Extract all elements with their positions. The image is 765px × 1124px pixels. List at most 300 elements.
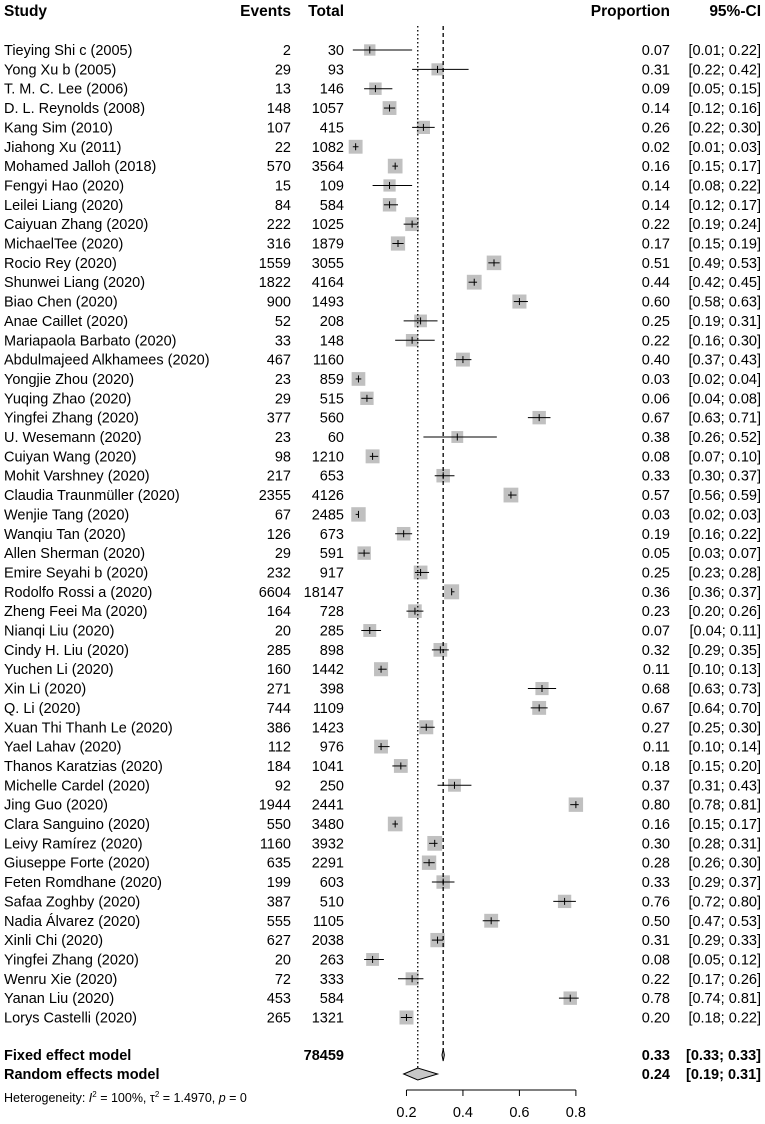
x-axis-tick-label: 0.6 [509,1105,530,1121]
study-events: 285 [266,642,291,659]
study-row [4,411,761,427]
study-total: 1321 [311,1010,344,1027]
study-name: Feten Romdhane (2020) [4,875,162,892]
study-name: MichaelTee (2020) [4,236,124,253]
study-events: 67 [274,507,291,524]
study-proportion: 0.20 [641,1010,670,1027]
study-name: Michelle Cardel (2020) [4,778,150,795]
study-proportion: 0.06 [641,391,670,408]
study-total: 109 [319,178,344,195]
study-row [4,662,761,678]
study-proportion: 0.23 [641,604,670,621]
study-name: Biao Chen (2020) [4,294,118,311]
study-events: 72 [274,971,291,988]
study-events: 1944 [258,797,291,814]
study-total: 285 [319,623,344,640]
study-name: Yuchen Li (2020) [4,662,114,679]
study-ci: [0.42; 0.45] [688,275,761,292]
study-events: 570 [266,159,291,176]
study-name: D. L. Reynolds (2008) [4,101,146,118]
study-name: Jiahong Xu (2011) [4,139,122,156]
study-events: 550 [266,817,291,833]
study-total: 1493 [311,294,344,311]
study-name: Mohit Varshney (2020) [4,468,150,485]
x-axis [396,1090,586,1121]
study-name: Abdulmajeed Alkhamees (2020) [4,352,210,369]
study-name: Cindy H. Liu (2020) [4,642,129,659]
study-total: 515 [319,391,344,408]
study-total: 1025 [311,217,344,234]
study-proportion: 0.08 [641,449,670,466]
study-total: 603 [319,875,344,892]
study-name: Giuseppe Forte (2020) [4,855,150,872]
study-row [4,488,761,504]
study-total: 208 [319,313,344,330]
study-name: Emire Seyahi b (2020) [4,565,149,582]
study-total: 1057 [311,101,344,118]
study-ci: [0.01; 0.03] [688,139,761,156]
study-name: Yael Lahav (2020) [4,739,122,756]
fixed-effect-label: Fixed effect model [4,1048,132,1064]
study-events: 232 [266,565,291,582]
study-total: 1423 [311,720,344,737]
study-proportion: 0.16 [641,817,670,833]
study-total: 510 [319,894,344,911]
study-ci: [0.15; 0.19] [688,236,761,253]
study-total: 148 [319,333,344,350]
study-proportion: 0.60 [641,294,670,311]
study-total: 18147 [303,584,344,601]
study-row [4,82,761,98]
study-ci: [0.22; 0.42] [688,62,761,79]
study-events: 23 [274,430,291,446]
study-total: 415 [319,120,344,137]
study-name: U. Wesemann (2020) [4,430,142,446]
study-events: 467 [266,352,291,369]
study-proportion: 0.19 [641,526,670,543]
study-ci: [0.23; 0.28] [688,565,761,582]
study-ci: [0.36; 0.37] [688,584,761,601]
study-total: 1109 [312,700,344,717]
study-row [4,62,761,78]
study-row [4,972,761,988]
study-rows [4,26,761,1074]
study-events: 453 [266,991,291,1008]
study-row [4,256,761,272]
study-events: 627 [266,933,291,950]
study-events: 1559 [258,255,291,272]
study-events: 2355 [258,488,291,505]
study-proportion: 0.08 [641,952,670,969]
study-ci: [0.02; 0.04] [688,371,761,388]
study-total: 1105 [312,913,344,930]
study-ci: [0.10; 0.14] [688,739,761,756]
random-effect-diamond [404,1068,438,1080]
study-row [4,584,761,601]
study-name: Shunwei Liang (2020) [4,275,146,292]
study-row [4,430,761,446]
study-ci: [0.28; 0.31] [688,836,761,853]
study-ci: [0.15; 0.17] [688,159,761,176]
study-proportion: 0.16 [641,159,670,176]
study-proportion: 0.25 [641,313,670,330]
study-total: 398 [319,681,344,698]
study-proportion: 0.25 [641,565,670,582]
study-ci: [0.25; 0.30] [688,720,761,737]
study-row [4,353,761,369]
study-total: 60 [327,430,344,446]
study-name: Clara Sanguino (2020) [4,817,150,833]
study-row [4,198,761,214]
study-total: 4126 [311,488,344,505]
fixed-effect-total: 78459 [303,1048,344,1064]
study-ci: [0.74; 0.81] [688,991,761,1008]
study-proportion: 0.31 [641,933,670,950]
x-axis-tick-label: 0.8 [565,1105,586,1121]
study-row [4,372,761,388]
study-events: 635 [266,855,291,872]
study-name: Mohamed Jalloh (2018) [4,159,157,176]
study-ci: [0.64; 0.70] [688,700,761,717]
study-total: 4164 [311,275,344,292]
study-name: Q. Li (2020) [4,700,81,717]
study-row [4,565,761,581]
study-row [4,701,761,717]
study-row [4,682,761,698]
study-total: 673 [319,526,344,543]
study-events: 377 [266,410,291,427]
study-name: Yongjie Zhou (2020) [4,371,135,388]
study-total: 1082 [311,139,344,156]
study-total: 1879 [311,236,344,253]
study-ci: [0.07; 0.10] [688,449,761,466]
study-name: Xinli Chi (2020) [4,933,104,950]
study-events: 217 [266,468,291,485]
study-name: Yuqing Zhao (2020) [4,391,132,408]
study-proportion: 0.27 [641,720,670,737]
study-ci: [0.08; 0.22] [688,178,761,195]
study-ci: [0.19; 0.24] [688,217,761,234]
study-row [4,604,761,620]
study-ci: [0.47; 0.53] [688,913,761,930]
study-row [4,913,761,930]
study-name: Cuiyan Wang (2020) [4,449,137,466]
study-ci: [0.26; 0.52] [688,430,761,446]
study-name: Anae Caillet (2020) [4,313,129,330]
study-name: Allen Sherman (2020) [4,546,146,563]
study-total: 146 [319,81,344,98]
study-row [4,546,761,562]
study-proportion: 0.68 [641,681,670,698]
study-total: 898 [319,642,344,659]
study-proportion: 0.03 [641,507,670,524]
study-proportion: 0.18 [641,758,670,775]
study-events: 29 [274,391,291,408]
study-events: 271 [266,681,291,698]
heterogeneity-text: Heterogeneity: $I^2 = 100\%$, $\tau^2 = 1.4970$, p = 0 [4,1090,247,1105]
study-ci: [0.18; 0.22] [688,1010,761,1027]
study-ci: [0.03; 0.07] [688,546,761,563]
study-events: 316 [266,236,291,253]
study-name: Yingfei Zhang (2020) [4,952,139,969]
study-row [4,217,761,233]
study-events: 6604 [258,584,291,601]
fixed-effect-proportion: 0.33 [641,1048,670,1064]
study-name: Rodolfo Rossi a (2020) [4,584,153,601]
study-row [4,140,761,156]
study-ci: [0.17; 0.26] [688,971,761,988]
study-row [4,991,761,1007]
study-name: Jing Guo (2020) [4,797,108,814]
study-row [4,333,761,349]
study-row [4,236,761,252]
study-ci: [0.29; 0.35] [688,642,761,659]
study-total: 1160 [312,352,344,369]
study-proportion: 0.51 [641,255,670,272]
study-proportion: 0.11 [642,739,670,756]
study-proportion: 0.05 [641,546,670,563]
study-row [4,720,761,736]
fixed-effect-diamond [442,1049,444,1061]
study-ci: [0.12; 0.17] [688,197,761,214]
study-proportion: 0.26 [641,120,670,137]
study-row [4,449,761,465]
study-row [4,469,761,485]
study-total: 333 [319,971,344,988]
study-row [4,43,761,59]
study-proportion: 0.09 [641,81,670,98]
study-row [4,894,761,910]
study-row [4,933,761,949]
study-total: 263 [319,952,344,969]
study-proportion: 0.40 [641,352,670,369]
study-total: 3932 [311,836,344,853]
study-total: 1442 [311,662,344,679]
study-events: 2 [282,43,291,59]
study-events: 23 [274,371,291,388]
study-name: Nianqi Liu (2020) [4,623,115,640]
study-proportion: 0.50 [641,913,670,930]
study-total: 728 [319,604,344,621]
study-total: 653 [319,468,344,485]
study-total: 976 [319,739,344,756]
study-events: 744 [266,700,291,717]
study-events: 20 [274,623,291,640]
header-ci: 95%-CI [709,3,761,20]
study-ci: [0.01; 0.22] [688,43,761,59]
study-name: Yanan Liu (2020) [4,991,115,1008]
study-proportion: 0.22 [641,333,670,350]
study-ci: [0.22; 0.30] [688,120,761,137]
study-events: 20 [274,952,291,969]
study-total: 859 [319,371,344,388]
study-total: 93 [327,62,344,79]
study-proportion: 0.17 [641,236,670,253]
study-total: 1041 [311,758,344,775]
study-total: 2441 [311,797,344,814]
study-total: 3055 [311,255,344,272]
study-name: Safaa Zoghby (2020) [4,894,141,911]
study-events: 199 [266,875,291,892]
study-proportion: 0.14 [641,197,670,214]
study-total: 2038 [311,933,344,950]
study-ci: [0.10; 0.13] [688,662,761,679]
study-proportion: 0.44 [641,275,670,292]
study-row [4,391,761,407]
study-name: Thanos Karatzias (2020) [4,758,163,775]
study-row [4,836,761,852]
study-events: 29 [274,546,291,563]
study-events: 98 [274,449,291,466]
study-row [4,624,761,640]
study-row [4,856,761,872]
study-name: Zheng Feei Ma (2020) [4,604,148,621]
study-ci: [0.49; 0.53] [688,255,761,272]
study-ci: [0.20; 0.26] [688,604,761,621]
study-proportion: 0.03 [641,371,670,388]
study-ci: [0.30; 0.37] [688,468,761,485]
study-events: 112 [267,739,291,756]
summary-rows [4,1048,761,1083]
study-proportion: 0.28 [641,855,670,872]
study-proportion: 0.36 [641,584,670,601]
header-events: Events [240,3,291,20]
study-proportion: 0.30 [641,836,670,853]
study-name: Wenru Xie (2020) [4,971,118,988]
study-total: 2485 [311,507,344,524]
study-row [4,778,761,794]
x-axis-tick-label: 0.4 [452,1105,474,1121]
study-row [4,120,761,136]
study-total: 3480 [311,817,344,833]
study-ci: [0.58; 0.63] [688,294,761,311]
study-proportion: 0.14 [641,178,670,195]
study-ci: [0.02; 0.03] [688,507,761,524]
study-name: Leivy Ramírez (2020) [4,836,143,853]
study-events: 33 [274,333,291,350]
study-total: 1210 [311,449,344,466]
study-total: 3564 [311,159,344,176]
study-name: T. M. C. Lee (2006) [4,81,129,98]
study-name: Leilei Liang (2020) [4,197,124,214]
study-ci: [0.16; 0.30] [688,333,761,350]
study-ci: [0.15; 0.17] [688,817,761,833]
study-events: 265 [266,1010,291,1027]
study-row [4,527,761,543]
study-events: 900 [266,294,291,311]
random-effect-ci: [0.19; 0.31] [686,1067,761,1083]
fixed-effect-ci: [0.33; 0.33] [686,1048,761,1064]
study-proportion: 0.14 [641,101,670,118]
study-row [4,507,761,523]
study-ci: [0.72; 0.80] [688,894,761,911]
study-ci: [0.05; 0.12] [688,952,761,969]
header-study: Study [4,3,48,20]
study-row [4,295,761,311]
study-events: 386 [266,720,291,737]
study-row [4,643,761,659]
study-events: 13 [274,81,291,98]
study-name: Mariapaola Barbato (2020) [4,333,177,350]
study-name: Rocio Rey (2020) [4,255,117,272]
study-name: Xin Li (2020) [4,681,87,698]
study-name: Yong Xu b (2005) [4,62,117,79]
study-events: 184 [266,758,291,775]
study-ci: [0.12; 0.16] [688,101,761,118]
study-row [4,1011,761,1027]
study-events: 107 [266,120,291,137]
study-events: 387 [266,894,291,911]
study-proportion: 0.07 [641,43,670,59]
study-name: Caiyuan Zhang (2020) [4,217,149,234]
study-row [4,314,761,330]
study-events: 84 [274,197,291,214]
study-ci: [0.05; 0.15] [688,81,761,98]
study-name: Kang Sim (2010) [4,120,113,137]
study-name: Wanqiu Tan (2020) [4,526,126,543]
study-events: 15 [274,178,291,195]
study-proportion: 0.22 [641,971,670,988]
study-total: 591 [319,546,344,563]
study-events: 555 [266,913,291,930]
study-row [4,759,761,775]
study-proportion: 0.22 [641,217,670,234]
study-ci: [0.04; 0.11] [689,623,761,640]
study-events: 22 [274,139,291,156]
study-ci: [0.15; 0.20] [688,758,761,775]
study-ci: [0.56; 0.59] [688,488,761,505]
study-proportion: 0.67 [641,700,670,717]
study-events: 52 [274,313,291,330]
study-ci: [0.04; 0.08] [688,391,761,408]
study-ci: [0.29; 0.37] [688,875,761,892]
study-row [4,275,761,291]
study-proportion: 0.38 [641,430,670,446]
study-row [4,178,761,194]
study-events: 92 [274,778,291,795]
study-total: 250 [319,778,344,795]
study-row [4,159,761,175]
study-ci: [0.31; 0.43] [688,778,761,795]
study-name: Claudia Traunmüller (2020) [4,488,180,505]
study-ci: [0.63; 0.73] [688,681,761,698]
study-proportion: 0.32 [641,642,670,659]
study-proportion: 0.37 [641,778,670,795]
study-name: Xuan Thi Thanh Le (2020) [4,720,173,737]
study-row [4,817,761,833]
study-total: 560 [319,410,344,427]
study-row [4,952,761,968]
study-ci: [0.19; 0.31] [688,313,761,330]
study-proportion: 0.80 [641,797,670,814]
study-row [4,101,761,117]
study-events: 164 [266,604,291,621]
study-total: 917 [319,565,344,582]
study-events: 1822 [258,275,291,292]
study-ci: [0.37; 0.43] [688,352,761,369]
study-proportion: 0.33 [641,468,670,485]
study-total: 584 [319,991,344,1008]
random-effect-proportion: 0.24 [641,1067,670,1083]
study-proportion: 0.57 [641,488,670,505]
study-proportion: 0.11 [642,662,670,679]
study-name: Yingfei Zhang (2020) [4,410,139,427]
study-ci: [0.26; 0.30] [688,855,761,872]
study-name: Fengyi Hao (2020) [4,178,125,195]
study-name: Lorys Castelli (2020) [4,1010,137,1027]
study-total: 30 [327,43,344,59]
study-name: Wenjie Tang (2020) [4,507,130,524]
